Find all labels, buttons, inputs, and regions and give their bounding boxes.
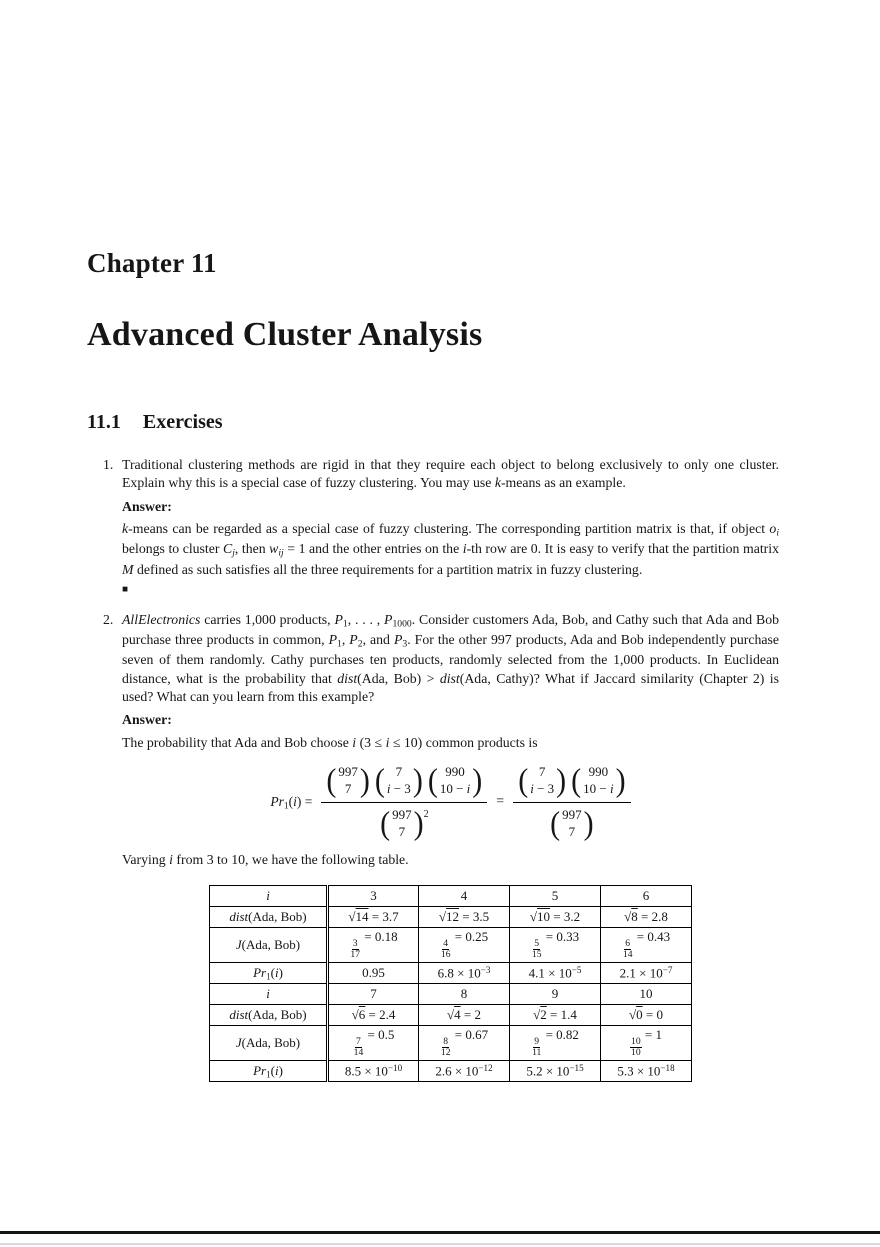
equals-sign: = bbox=[496, 794, 505, 810]
binom-7-i-3 bbox=[375, 764, 423, 798]
table-cell: $4.1 \times 10^{-5}$ bbox=[510, 962, 601, 983]
binom-bottom: 7 bbox=[398, 823, 406, 839]
table-row bbox=[210, 927, 692, 962]
table-cell: $\frac{8}{12}$ = 0.67 bbox=[419, 1025, 510, 1060]
row-label-cell: dist(Ada, Bob) bbox=[210, 1004, 328, 1025]
exercise-1-answer-label: Answer: bbox=[122, 498, 172, 514]
table-cell: 10 bbox=[601, 983, 692, 1004]
results-table bbox=[209, 885, 692, 1082]
exercise-2 bbox=[87, 611, 779, 1082]
binom-bottom: 7 bbox=[344, 780, 352, 796]
binom-top: 990 bbox=[588, 764, 609, 780]
binom-7-i-3 bbox=[518, 764, 566, 798]
table-cell: 4 bbox=[419, 885, 510, 906]
exercise-1-number: 1. bbox=[103, 457, 114, 472]
table-cell: 7 bbox=[328, 983, 419, 1004]
table-cell: $2.1 \times 10^{-7}$ bbox=[601, 962, 692, 983]
binom-997-7 bbox=[326, 764, 370, 798]
table-cell: 0.95 bbox=[328, 962, 419, 983]
row-label-cell: Pr1(i) bbox=[210, 962, 328, 983]
table-cell: $2.6 \times 10^{-12}$ bbox=[419, 1060, 510, 1081]
exponent: 2 bbox=[423, 808, 429, 820]
table-cell: $6.8 \times 10^{-3}$ bbox=[419, 962, 510, 983]
table-cell: √14 = 3.7 bbox=[328, 906, 419, 927]
left-paren: ( bbox=[571, 762, 582, 799]
table-cell: $\frac{7}{14}$ = 0.5 bbox=[328, 1025, 419, 1060]
table-cell: √12 = 3.5 bbox=[419, 906, 510, 927]
binom-997-7 bbox=[550, 807, 594, 841]
page-bottom-edge bbox=[0, 1243, 880, 1245]
table-row bbox=[210, 885, 692, 906]
exercise-1-answer: k-means can be regarded as a special case of fuzzy clustering. The corresponding partition matrix is that, if object oi belongs to cluster Cj, then wij = 1 and the other entries on the i-th row are 0. It is easy to verify that the partition matrix M defined as such satisfies all the three requirements for a partition matrix in fuzzy clustering. bbox=[122, 521, 779, 577]
table-cell: $\frac{4}{16}$ = 0.25 bbox=[419, 927, 510, 962]
exercise-list bbox=[87, 456, 779, 1082]
table-row bbox=[210, 1004, 692, 1025]
row-label-cell: J(Ada, Bob) bbox=[210, 1025, 328, 1060]
right-paren: ) bbox=[583, 805, 594, 842]
left-paren: ( bbox=[427, 762, 438, 799]
table-cell: √2 = 1.4 bbox=[510, 1004, 601, 1025]
formula-lhs: Pr1(i) = bbox=[270, 793, 313, 811]
section-number: 11.1 bbox=[87, 411, 121, 433]
page-content bbox=[87, 248, 779, 1082]
table-cell: $\frac{6}{14}$ = 0.43 bbox=[601, 927, 692, 962]
exercise-2-question: AllElectronics carries 1,000 products, P1, . . . , P1000. Consider customers Ada, Bob, and Cathy such that Ada and Bob purchase three products in common, P1, P2, and P3. For the other 997 products, Ada and Bob independently purchase seven of them randomly. Cathy purchases ten products, randomly selected from the 1,000 products. In Euclidean distance, what is the probability that dist(Ada, Bob) > dist(Ada, Cathy)? What if Jaccard similarity (Chapter 2) is used? What can you learn from this example? bbox=[122, 611, 779, 704]
table-cell: $8.5 \times 10^{-10}$ bbox=[328, 1060, 419, 1081]
binom-top: 997 bbox=[392, 806, 412, 822]
exercise-2-answer-intro: The probability that Ada and Bob choose i (3 ≤ i ≤ 10) common products is bbox=[122, 734, 538, 750]
binom-top: 7 bbox=[395, 764, 403, 780]
left-paren: ( bbox=[518, 762, 529, 799]
fraction-1-denominator bbox=[380, 803, 429, 841]
page-title: Advanced Cluster Analysis bbox=[87, 316, 483, 353]
table-cell: √6 = 2.4 bbox=[328, 1004, 419, 1025]
table-cell: √0 = 0 bbox=[601, 1004, 692, 1025]
table-cell: 3 bbox=[328, 885, 419, 906]
binom-990-10-i bbox=[428, 764, 482, 798]
right-paren: ) bbox=[413, 805, 424, 842]
section-title: Exercises bbox=[142, 411, 223, 433]
binom-top: 990 bbox=[445, 764, 465, 780]
binom-990-10-i bbox=[571, 764, 625, 798]
table-cell: $\frac{3}{17}$ = 0.18 bbox=[328, 927, 419, 962]
formula-fraction-2 bbox=[513, 764, 630, 841]
page-bottom-rule bbox=[0, 1231, 880, 1234]
binom-bottom: i − 3 bbox=[530, 780, 555, 796]
left-paren: ( bbox=[380, 805, 391, 842]
fraction-2-numerator bbox=[513, 764, 630, 803]
row-label-cell: dist(Ada, Bob) bbox=[210, 906, 328, 927]
table-cell: 9 bbox=[510, 983, 601, 1004]
probability-formula bbox=[122, 764, 779, 841]
row-label-cell: J(Ada, Bob) bbox=[210, 927, 328, 962]
table-cell: √10 = 3.2 bbox=[510, 906, 601, 927]
table-cell: 6 bbox=[601, 885, 692, 906]
qed-square-icon: ■ bbox=[122, 583, 129, 595]
fraction-1-numerator bbox=[321, 764, 487, 803]
binom-top: 7 bbox=[538, 764, 546, 780]
left-paren: ( bbox=[326, 762, 337, 799]
right-paren: ) bbox=[359, 762, 370, 799]
table-intro: Varying i from 3 to 10, we have the following table. bbox=[122, 851, 409, 867]
right-paren: ) bbox=[615, 762, 626, 799]
chapter-label: Chapter 11 bbox=[87, 248, 217, 278]
table-row bbox=[210, 1025, 692, 1060]
binom-bottom: i − 3 bbox=[386, 780, 411, 796]
section-heading bbox=[87, 411, 779, 434]
binom-bottom: 10 − i bbox=[583, 780, 614, 796]
table-cell: $\frac{5}{15}$ = 0.33 bbox=[510, 927, 601, 962]
binom-top: 997 bbox=[338, 764, 358, 780]
table-cell: $\frac{10}{10}$ = 1 bbox=[601, 1025, 692, 1060]
table-cell: $5.2 \times 10^{-15}$ bbox=[510, 1060, 601, 1081]
right-paren: ) bbox=[556, 762, 567, 799]
binom-997-7 bbox=[380, 807, 424, 841]
binom-bottom: 7 bbox=[568, 823, 576, 839]
left-paren: ( bbox=[550, 805, 561, 842]
table-row bbox=[210, 983, 692, 1004]
table-cell: √4 = 2 bbox=[419, 1004, 510, 1025]
table-row bbox=[210, 1060, 692, 1081]
exercise-2-number: 2. bbox=[103, 611, 114, 627]
exercise-2-answer-label: Answer: bbox=[122, 712, 172, 728]
exercise-1-question: Traditional clustering methods are rigid in that they require each object to belong exclusively to only one cluster. Explain why this is a special case of fuzzy clustering. You may use k-means as an example. bbox=[122, 457, 779, 491]
row-label-cell: Pr1(i) bbox=[210, 1060, 328, 1081]
right-paren: ) bbox=[472, 762, 483, 799]
formula-fraction-1 bbox=[321, 764, 487, 841]
table-row bbox=[210, 962, 692, 983]
fraction-2-denominator bbox=[550, 803, 594, 841]
table-cell: 5 bbox=[510, 885, 601, 906]
right-paren: ) bbox=[412, 762, 423, 799]
binom-top: 997 bbox=[562, 806, 582, 822]
table-row bbox=[210, 906, 692, 927]
row-label-cell: i bbox=[210, 885, 328, 906]
table-cell: $5.3 \times 10^{-18}$ bbox=[601, 1060, 692, 1081]
exercise-1 bbox=[87, 456, 779, 595]
table-cell: 8 bbox=[419, 983, 510, 1004]
binom-bottom: 10 − i bbox=[439, 780, 471, 796]
table-cell: √8 = 2.8 bbox=[601, 906, 692, 927]
table-cell: $\frac{9}{11}$ = 0.82 bbox=[510, 1025, 601, 1060]
row-label-cell: i bbox=[210, 983, 328, 1004]
left-paren: ( bbox=[374, 762, 385, 799]
